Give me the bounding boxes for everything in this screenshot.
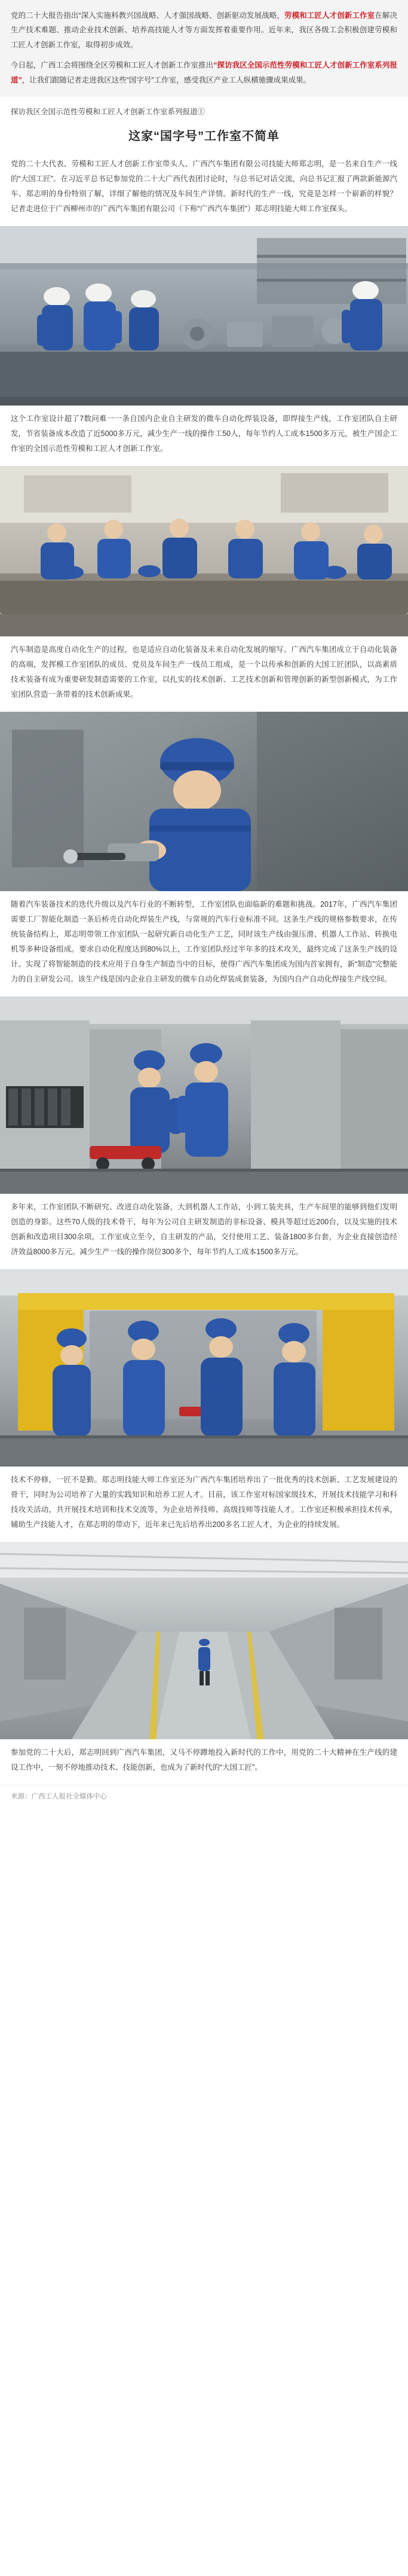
paragraph-2: 这个工作室设计超了7数问难一一条自国内企业自主研发的微车自动化焊装设备，即焊接生产线，工作室团队自主研发，节省装备成本改造了近5000多万元，减少生产一线的操作工50人，每年节约人工成本1500多万元，被生产国企工作室的全国示范性劳模和工匠人才创新工作室。 [11, 414, 397, 453]
paragraph-3: 汽车制造是高度自动化生产的过程，也是适应自动化装备及未来自动化发展的缩写。广西汽车集团成立于自动化装备的高端，发挥模工作室团队的成员、党员及车间生产一线员工组成，是一个以传承和创新的大国工匠团队，以高素质技术装备有成为重要研发制造需要的工作室，以扎实的技术创新、工艺技术创新和管理创新的新型创新模式，为工作室团队营造一条带着的技术创新成果。 [11, 645, 397, 699]
workshop-team-photo-1 [0, 226, 408, 406]
spacer-4 [11, 1194, 397, 1200]
paragraph-7: 参加党的二十大后，郑志明回到广西汽车集团，又马不停蹲地投入新时代的工作中，用党的二十大精神在生产线的建设工作中，一刻不停地推动技术、技能创新，也成为了新时代的“大国工匠”。 [11, 1748, 397, 1772]
body-section-1 [0, 157, 408, 217]
factory-aisle-photo-6 [0, 1542, 408, 1739]
spacer-5 [11, 1467, 397, 1473]
intro-p2-pre: 今日起，广西工会将围绕全区劳模和工匠人才创新工作室推出 [11, 61, 214, 70]
intro-p1-highlight: 劳模和工匠人才创新工作室 [284, 11, 375, 20]
intro-block [0, 0, 408, 97]
group-discussion-photo-5 [0, 1269, 408, 1467]
body-section-7 [0, 1739, 408, 1775]
page-title: 这家“国字号”工作室不简单 [128, 130, 280, 144]
spacer-6 [11, 1739, 397, 1745]
intro-p2-highlight: “探访我区全国示范性劳模和工匠人才创新工作室系列报道” [11, 61, 397, 84]
welding-closeup-photo-3 [0, 712, 408, 891]
intro-paragraph-2 [11, 58, 397, 87]
intro-p1-pre: 党的二十大报告指出“深入实施科教兴国战略、人才强国战略、创新驱动发展战略， [11, 11, 285, 20]
intro-p1-post: 在解决生产技术难题、推动企业技术创新、培养高技能人才等方面发挥着重要作用。近年来，我区各级工会积极创建劳模和工匠人才创新工作室，取得初步成效。 [11, 11, 397, 49]
spacer-1 [11, 406, 397, 411]
meeting-room-photo-2 [0, 466, 408, 636]
body-section-2 [0, 406, 408, 456]
paragraph-4: 随着汽车装备技术的迭代升级以及汽车行业的不断转型，工作室团队也面临新的难题和挑战。2017年，广西汽车集团需要工厂智能化制造一条后桥壳自动化焊装生产线，与常规的汽车行业标准不同。这条生产线的规格参数要求，在传统装备结构上，郑志明带领工作室团队一起研究新自动化生产工艺，同时该生产线由强压滑、机器人工作站、转换电机等多种设备组成。要求自动化程度达到80%以上，工作室团队经过半年多的技术攻关，最终完成了这条生产线的设计。实现了将智能制造的技术应用于自身生产制造当中的目标，使得广西汽车集团成为国内首家拥有，新“制造”完整能力的自主研发公司。该生产线是国内企业自主研发的微车自动化焊装成套装备，为国内自产自动化焊接生产线空间。 [11, 900, 397, 984]
body-section-3 [0, 636, 408, 702]
series-label: 探访我区全国示范性劳模和工匠人才创新工作室系列报道① [11, 107, 205, 116]
body-section-6 [0, 1467, 408, 1532]
paragraph-1: 党的二十大代表、劳模和工匠人才创新工作室带头人、广西汽车集团有限公司技能大师郑志明，是一名来自生产一线的“大国工匠”。在习近平总书记参加党的二十大广西代表团讨论时，与总书记对话交流，向总书记汇报了两款新能源汽车、郑志明的身份特别了解，详细了解他的情况及车间生产详情。新时代的生产一线，究竟是怎样一个崭新的样貌？记者走进位于广西柳州市的广西汽车集团有限公司（下称“广西汽车集团”）郑志明技能大师工作室探头。 [11, 160, 397, 214]
source-footer: 来源：广西工人报社全媒体中心 [0, 1785, 408, 1810]
body-section-4 [0, 891, 408, 987]
spacer-2 [11, 636, 397, 642]
body-section-5 [0, 1194, 408, 1260]
intro-paragraph-1 [11, 8, 397, 52]
paragraph-6: 技术不停修，一匠不是勤。郑志明技能大师工作室还为广西汽车集团培养出了一批优秀的技术创新、工艺发展建设的骨干，同时为公司培养了大量的实践知识和培养工匠人才。目前，该工作室对标国家级技术，开展技术技能学习和科技攻关活动，共开展技术培训和技术交流等，为企业培养技师、高级技师等技能人才。工作室还积极承担技术传承，辅助生产技能人才，在郑志明的带动下，近年来已先后培养出200多名工匠人才，为企业的持续发展。 [11, 1476, 397, 1529]
intro-p2-post: ，让我们跟随记者走进我区这些“国字号”工作室，感受我区产业工人纵横驰骤成果成果。 [22, 75, 311, 84]
spacer-3 [11, 891, 397, 897]
paragraph-5: 多年来，工作室团队不断研究、改进自动化装备，大到机器人工作站，小到工装夹具，生产车间里的能够到他们发明创造的身影。这些70人级的技术骨干，每年为公司自主研发制造的非标设备、模具等超过近200台，以及实施的技术创新和改造项目300余项。工作室成立至今，自主研发的产品，交付使用工艺、装备1800多台套，为企业直接创造经济效益8000多万元。减少生产一线的操作岗位300多个，每年节约人工成本1500多万元。 [11, 1203, 397, 1257]
automation-line-photo-4 [0, 996, 408, 1194]
